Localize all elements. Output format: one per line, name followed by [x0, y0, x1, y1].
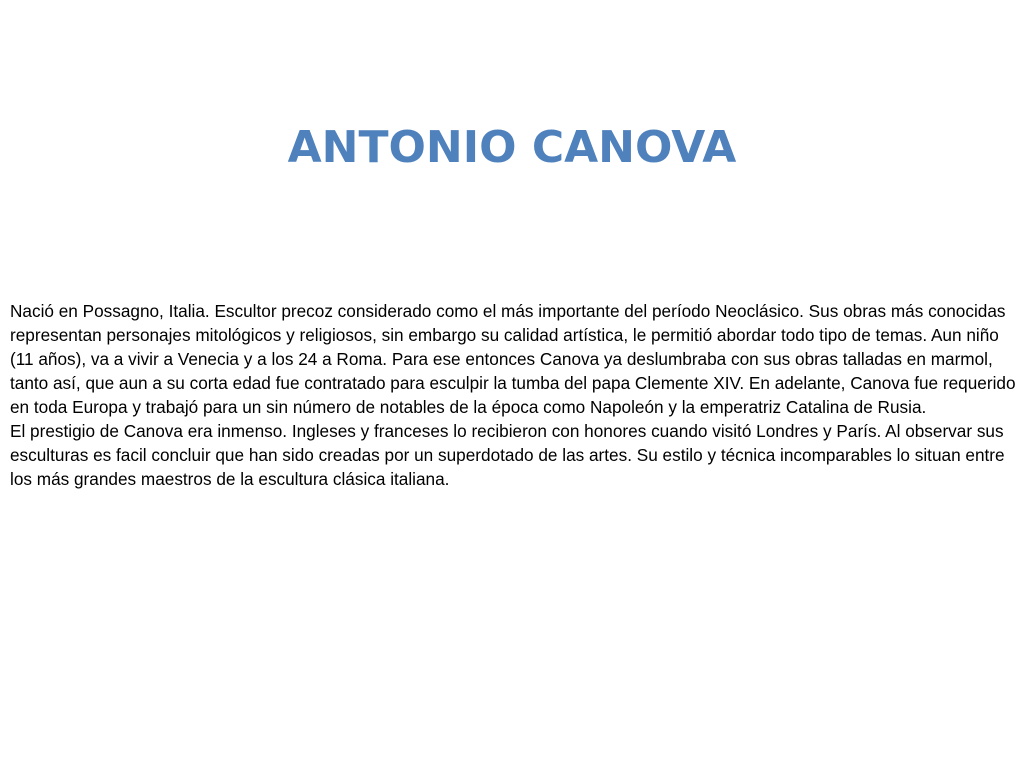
body-paragraph-1: Nació en Possagno, Italia. Escultor precoz considerado como el más importante del período Neoclásico. Sus obras más conocidas representan personajes mitológicos y religiosos, sin embargo su calidad artística, le permitió abordar todo tipo de temas. Aun niño (11 años), va a vivir a Venecia y a los 24 a Roma. Para ese entonces Canova ya deslumbraba con sus obras talladas en marmol, tanto así, que aun a su corta edad fue contratado para esculpir la tumba del papa Clemente XIV. En adelante, Canova fue requerido en toda Europa y trabajó para un sin número de notables de la época como Napoleón y la emperatriz Catalina de Rusia. [10, 301, 1016, 417]
body-paragraph-2: El prestigio de Canova era inmenso. Ingleses y franceses lo recibieron con honores cuando visitó Londres y París. Al observar sus esculturas es facil concluir que han sido creadas por un superdotado de las artes. Su estilo y técnica incomparables lo situan entre los más grandes maestros de la escultura clásica italiana. [10, 421, 1005, 489]
slide-title: ANTONIO CANOVA [287, 122, 737, 173]
slide-body [10, 299, 1018, 491]
